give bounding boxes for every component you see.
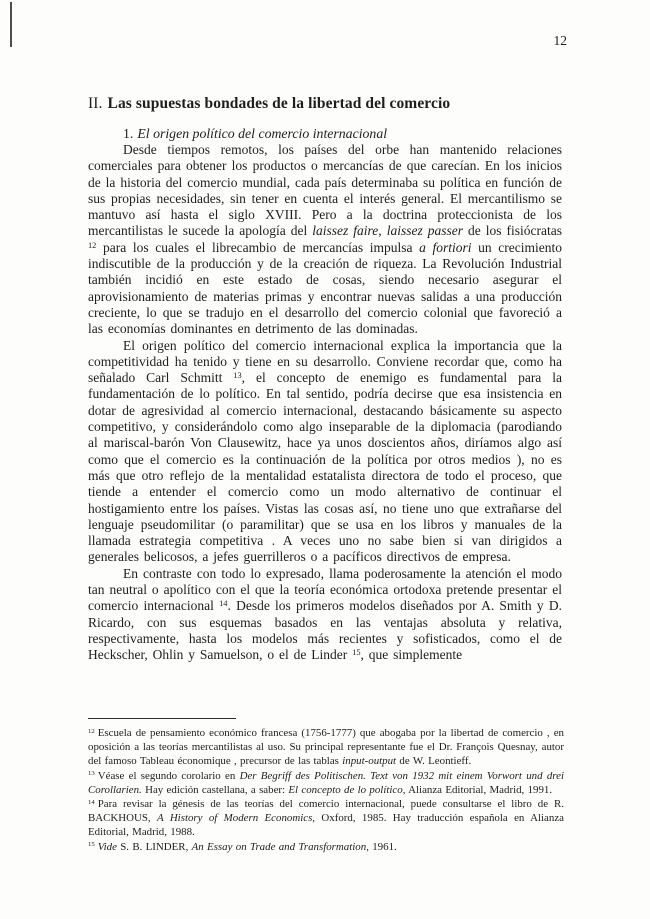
text-run: En contraste con todo lo expresado, llama poderosamente la atención el modo tan neutral o apolítico con el que la teoría económica ortodoxa pretende presentar el comercio internacional <box>88 565 562 614</box>
footnote-marker: 14 <box>88 798 95 806</box>
italic-run: laissez faire, laissez passer <box>312 223 463 239</box>
italic-run: input-output <box>342 755 397 768</box>
section-heading-title: Las supuestas bondades de la libertad del comercio <box>107 95 451 112</box>
footnotes <box>88 726 564 854</box>
page-number: 12 <box>553 33 567 48</box>
italic-run: An Essay on Trade and Transformation <box>191 840 367 853</box>
text-run: , Alianza Editorial, Madrid, 1991. <box>402 783 553 796</box>
section-heading-numeral: II. <box>88 95 103 112</box>
footnote <box>88 769 564 797</box>
text-run: Para revisar la génesis de las teorías del comercio internacional, puede consultarse el libro de R. BACKHOUS, <box>88 798 564 825</box>
subsection-heading-title: El origen político del comercio internacional <box>137 126 388 141</box>
footnote-reference: 15 <box>352 648 361 658</box>
scan-artifact-line <box>10 2 12 47</box>
text-run: , que simplemente <box>360 647 463 663</box>
footnote-marker: 12 <box>88 727 95 735</box>
text-run: , 1961. <box>366 840 397 853</box>
italic-run: Vide <box>97 840 117 853</box>
footnote-separator <box>88 718 236 719</box>
italic-run: El concepto de lo político <box>288 783 403 796</box>
text-run: de W. Leontieff. <box>396 755 472 768</box>
text-run: para los cuales el librecambio de mercancías impulsa <box>96 239 420 255</box>
text-run: un crecimiento indiscutible de la producción y de la creación de riqueza. La Revolución Industrial también incidió en este estado de cosas, siendo necesario asegurar el aprovisionamiento de materias primas y encontrar nuevas salidas a una producción creciente, lo que se tradujo en el desarrollo del comercio colonial que favoreció a las economías dominantes en detrimento de las dominadas. <box>88 239 563 337</box>
footnote-reference: 14 <box>219 599 228 609</box>
body-paragraph <box>88 338 562 566</box>
subsection-heading <box>123 126 387 142</box>
footnote-reference: 13 <box>233 371 242 381</box>
footnote <box>88 840 564 854</box>
subsection-heading-numeral: 1. <box>123 126 134 141</box>
italic-run: a fortiori <box>419 239 472 255</box>
body-paragraph <box>88 142 562 338</box>
text-run: Desde tiempos remotos, los países del orbe han mantenido relaciones comerciales para obtener los productos o mercancías de que carecían. En los inicios de la historia del comercio mundial, cada país determinaba su política en función de sus propias necesidades, sin tener en cuenta el interés general. El mercantilismo se mantuvo así hasta el siglo XVIII. Pero a la doctrina proteccionista de los mercantilistas le sucede la apología del <box>88 142 562 239</box>
text-run: . Desde los primeros modelos diseñados por A. Smith y D. Ricardo, con sus esquemas basados en las ventajas absoluta y relativa, respectivamente, hasta los modelos más recientes y sofisticados, como el de Heckscher, Ohlin y Samuelson, o el de Linder <box>88 598 562 663</box>
text-run: de los fisiócratas <box>462 223 562 239</box>
footnote <box>88 726 564 769</box>
italic-run: Der Begriff des Politischen. Text von 1932 mit einem Vorwort und drei Corollarien. <box>88 769 564 796</box>
footnote-marker: 15 <box>88 841 95 849</box>
text-run: Véase el segundo corolario en <box>97 769 240 782</box>
body-paragraphs <box>88 142 562 664</box>
text-run: El origen político del comercio internacional explica la importancia que la competitividad ha tenido y tiene en su desarrollo. Conviene recordar que, como ha señalado Carl Schmitt <box>88 337 562 386</box>
text-run: Hay edición castellana, a saber: <box>141 783 289 796</box>
section-heading <box>88 95 566 113</box>
footnote <box>88 797 564 840</box>
text-run: Escuela de pensamiento económico francesa (1756-1777) que abogaba por la libertad de comercio , en oposición a las teorías mercantilistas al uso. Su principal representante fue el Dr. François Quesnay, autor del famoso Tableau économique , precursor de las tablas <box>88 727 564 768</box>
text-run: , el concepto de enemigo es fundamental para la fundamentación de lo político. En tal sentido, podría decirse que esa insistencia en dotar de agresividad al comercio internacional, destacando básicamente su aspecto competitivo, y considerándolo como algo inseparable de la diplomacia (parodiando al mariscal-barón Von Clausewitz, hace ya unos doscientos años, diríamos algo así como que el comercio es la continuación de la política por otros medios ), no es más que otro reflejo de la mentalidad estatalista directora de todo el proceso, que tiende a entender el comercio como un modo alternativo de continuar el hostigamiento entre los países. Vistas las cosas así, no tiene uno que extrañarse del lenguaje pseudomilitar (o paramilitar) que se usa en los libros y manuales de la llamada estrategia competitiva . A veces uno no sabe bien si van dirigidos a generales belicosos, a jefes guerrilleros o a pacíficos directivos de empresa. <box>88 370 562 565</box>
footnote-reference: 12 <box>88 240 97 250</box>
text-run: S. B. LINDER, <box>116 840 192 853</box>
text-run: Oxford, 1985. Hay traducción española en Alianza Editorial, Madrid, 1988. <box>88 812 564 839</box>
body-paragraph <box>88 566 562 664</box>
footnote-marker: 13 <box>88 770 95 778</box>
italic-run: A History of Modern Economics, <box>157 812 316 825</box>
